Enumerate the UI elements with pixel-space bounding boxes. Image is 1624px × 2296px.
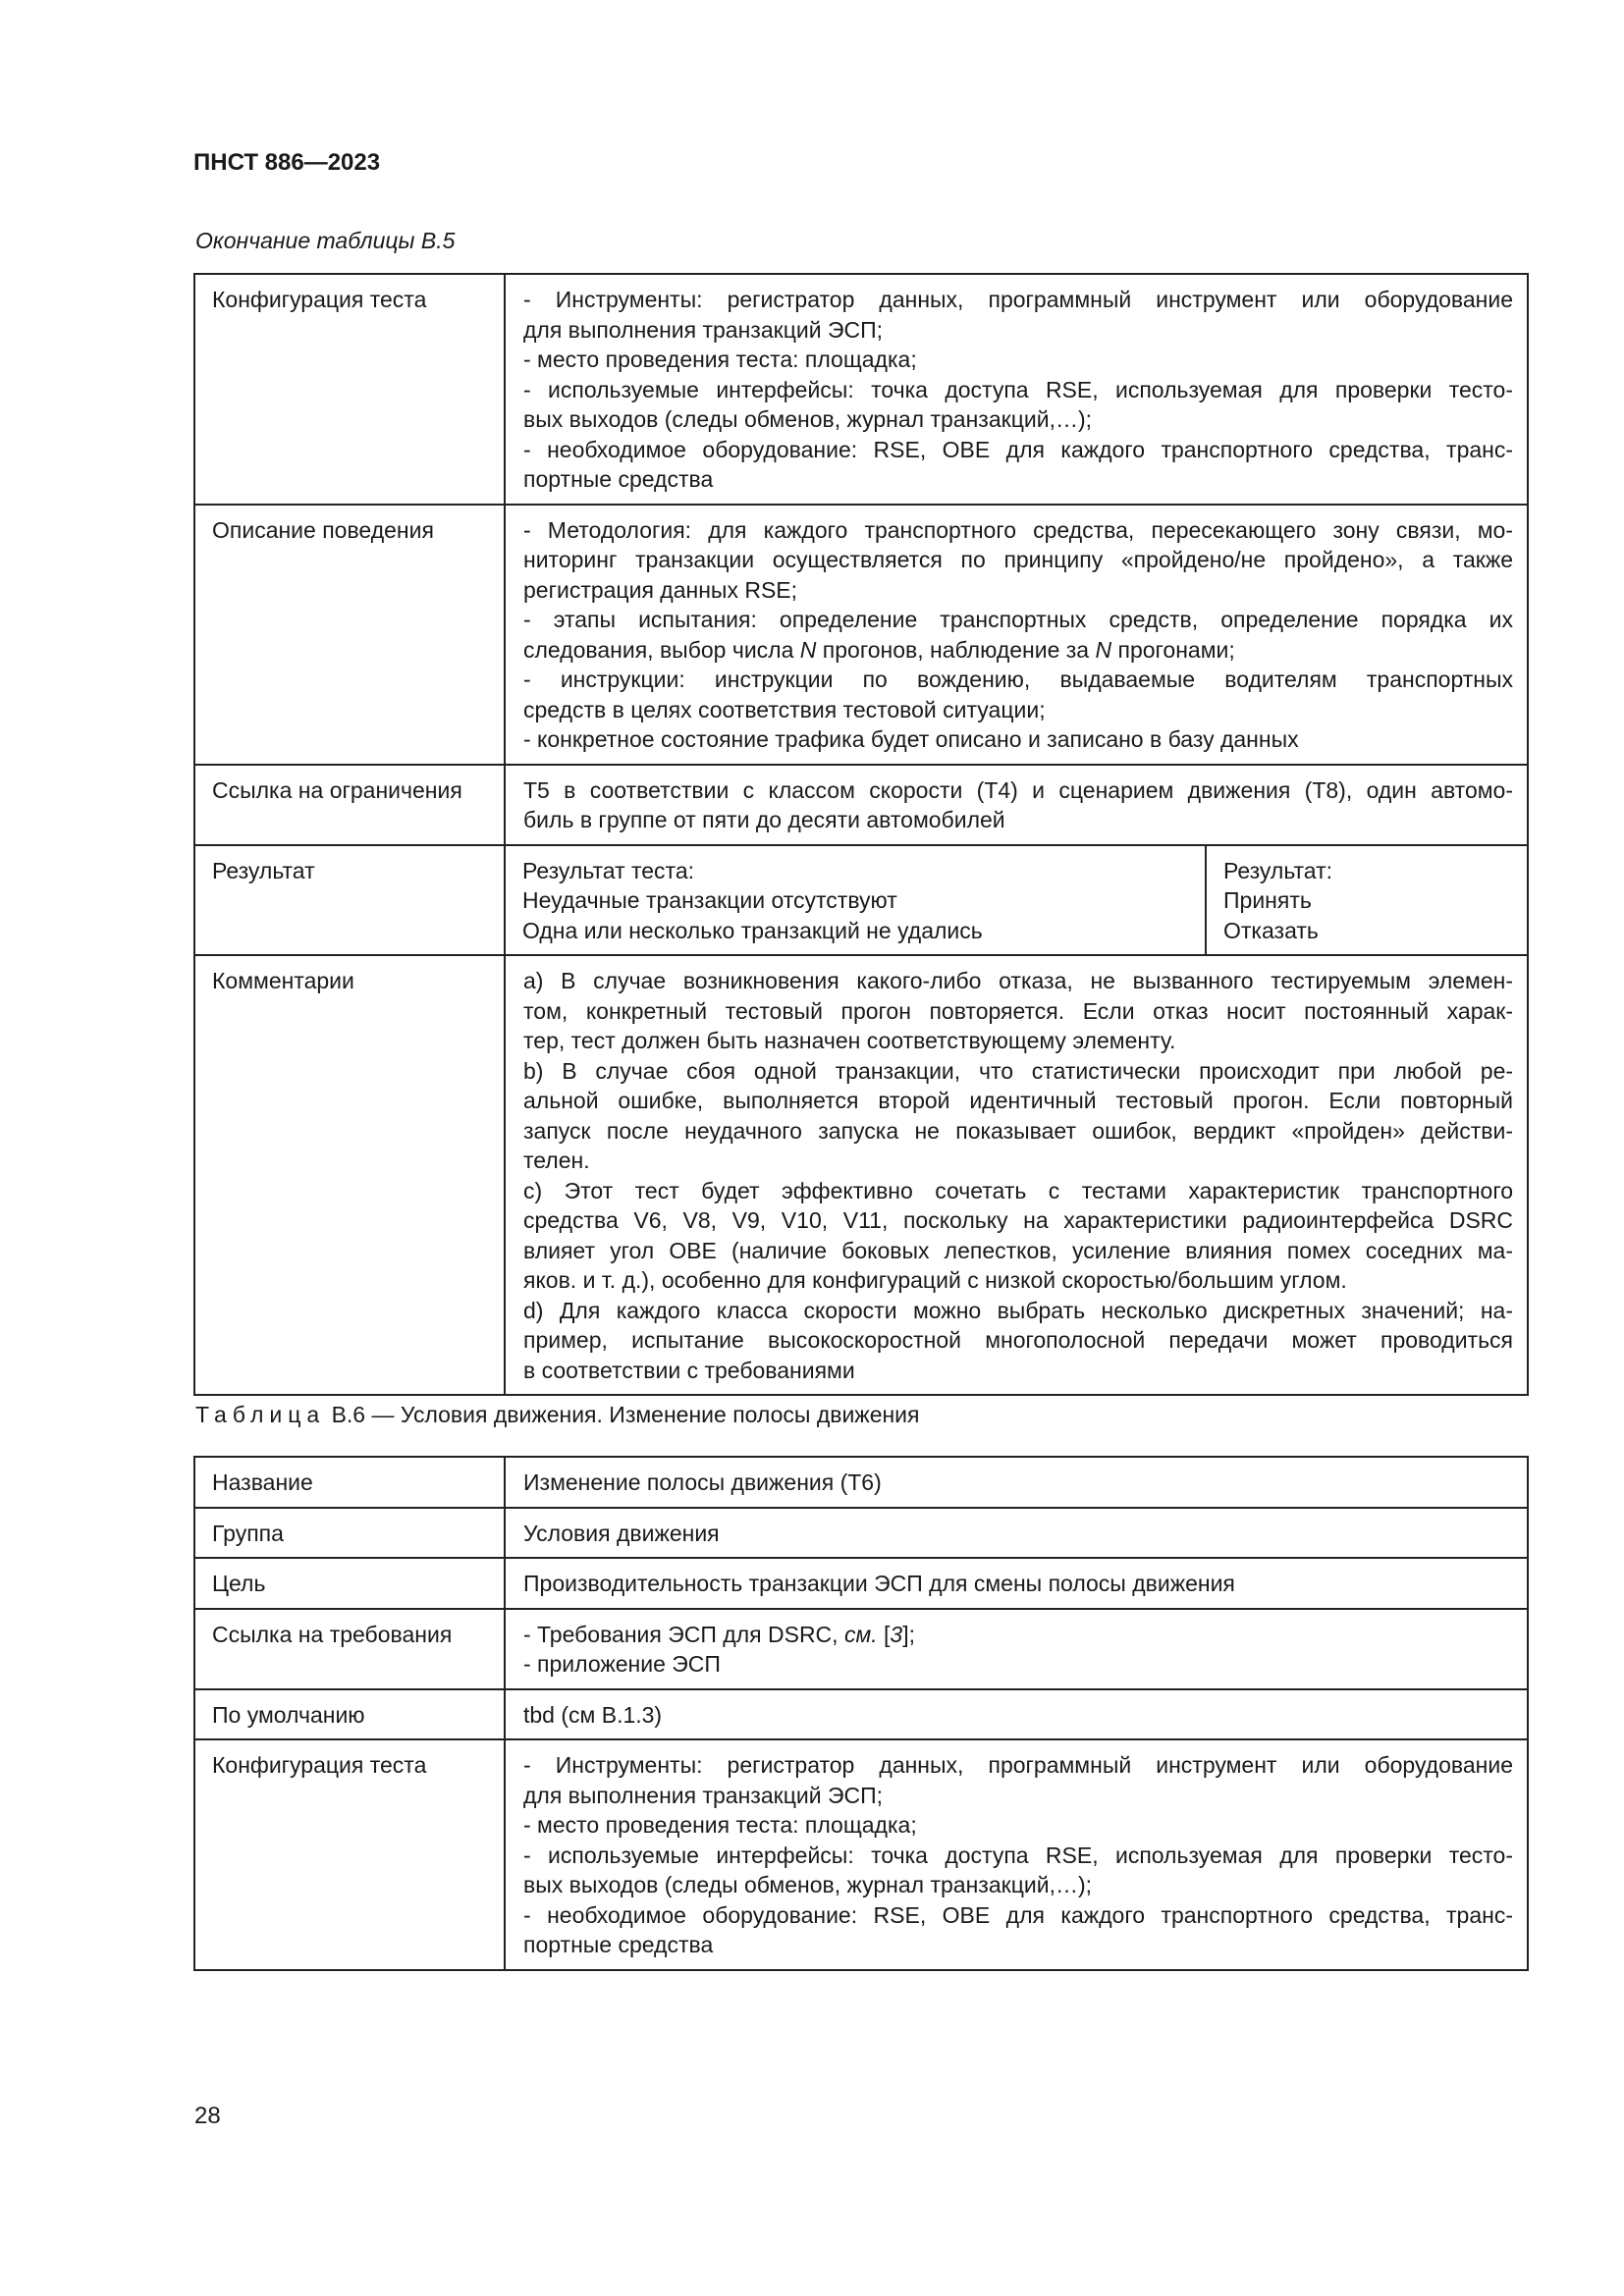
row-content: [505, 274, 1528, 505]
row-label: Комментарии: [194, 955, 505, 1395]
table-row: [194, 1457, 1528, 1508]
cell-text-line: tbd (см В.1.3): [523, 1701, 663, 1728]
cell-text-line: телен.: [523, 1148, 590, 1173]
cell-text-line: в соответствии с требованиями: [523, 1357, 855, 1383]
row-label: Цель: [194, 1558, 505, 1609]
cell-text-line: Одна или несколько транзакций не удались: [522, 917, 983, 943]
row-label: Ссылка на требования: [194, 1609, 505, 1689]
row-content: [505, 1689, 1528, 1740]
table-b6-caption: [195, 1402, 920, 1428]
cell-text-line: запуск после неудачного запуска не показывает ошибок, вердикт «пройден» действи-: [523, 1117, 1514, 1144]
cell-text-line: влияет угол OBE (наличие боковых лепестков, усиление влияния помех соседних ма-: [523, 1237, 1514, 1263]
table-row: [194, 1609, 1528, 1689]
row-label: По умолчанию: [194, 1689, 505, 1740]
cell-text-line: Изменение полосы движения (Т6): [523, 1469, 882, 1495]
cell-text-line: для выполнения транзакций ЭСП;: [523, 1782, 884, 1808]
cell-text-line: вых выходов (следы обменов, журнал транзакций,…);: [523, 406, 1093, 432]
cell-text-line: том, конкретный тестовый прогон повторяется. Если отказ носит постоянный харак-: [523, 997, 1514, 1024]
cell-text-line: - место проведения теста: площадка;: [523, 347, 917, 372]
cell-text-line: - Требования ЭСП для DSRC, см. [3];: [523, 1621, 915, 1647]
table-row: [194, 765, 1528, 845]
test-result-cell: [505, 845, 1206, 956]
row-content: [505, 1558, 1528, 1609]
table-b6-caption-title: В.6 — Условия движения. Изменение полосы движения: [331, 1402, 920, 1427]
row-label: Название: [194, 1457, 505, 1508]
row-label: Группа: [194, 1508, 505, 1559]
row-content: [505, 1739, 1528, 1970]
cell-text-line: для выполнения транзакций ЭСП;: [523, 316, 884, 343]
cell-text-line: тер, тест должен быть назначен соответствующему элементу.: [523, 1028, 1176, 1053]
cell-text-line: - конкретное состояние трафика будет описано и записано в базу данных: [523, 726, 1299, 752]
cell-text-line: b) В случае сбоя одной транзакции, что статистически происходит при любой ре-: [523, 1057, 1514, 1084]
cell-text-line: яков. и т. д.), особенно для конфигураций с низкой скоростью/большим углом.: [523, 1267, 1347, 1293]
table-row-comments: [194, 955, 1528, 1395]
cell-text-line: Условия движения: [523, 1520, 720, 1546]
row-label: Результат: [194, 845, 505, 956]
table-row: [194, 1689, 1528, 1740]
row-label: Ссылка на ограничения: [194, 765, 505, 845]
cell-text-line: d) Для каждого класса скорости можно выбрать несколько дискретных значений; на-: [523, 1297, 1514, 1323]
row-content: [505, 765, 1528, 845]
table-row: [194, 274, 1528, 505]
cell-text-line: вых выходов (следы обменов, журнал транзакций,…);: [523, 1872, 1093, 1897]
row-content: [505, 505, 1528, 765]
table-b5: [193, 273, 1529, 1396]
table-row: [194, 1558, 1528, 1609]
cell-text-line: альной ошибке, выполняется второй идентичный тестовый прогон. Если повторный: [523, 1088, 1514, 1113]
row-label: Конфигурация теста: [194, 1739, 505, 1970]
cell-text-line: Производительность транзакции ЭСП для смены полосы движения: [523, 1571, 1235, 1596]
cell-text-line: Результат теста:: [522, 857, 695, 883]
cell-text-line: - используемые интерфейсы: точка доступа RSE, используемая для проверки тесто-: [523, 1842, 1513, 1868]
row-content: [505, 1609, 1528, 1689]
cell-text-line: пример, испытание высокоскоростной многополосной передачи может проводиться: [523, 1327, 1514, 1353]
cell-text-line: Неудачные транзакции отсутствуют: [522, 887, 897, 913]
cell-text-line: a) В случае возникновения какого-либо отказа, не вызванного тестируемым элемен-: [523, 968, 1514, 993]
table-row: [194, 1739, 1528, 1970]
row-content: [505, 1457, 1528, 1508]
table-b5-caption: Окончание таблицы В.5: [195, 228, 456, 253]
row-label: Описание поведения: [194, 505, 505, 765]
table-row-result: [194, 845, 1528, 956]
cell-text-line: - инструкции: инструкции по вождению, выдаваемые водителям транспортных: [523, 667, 1514, 692]
cell-text-line: регистрация данных RSE;: [523, 576, 798, 603]
row-content: [505, 1508, 1528, 1559]
row-content: [505, 955, 1528, 1395]
cell-text-line: - необходимое оборудование: RSE, OBE для каждого транспортного средства, транс-: [523, 1901, 1513, 1928]
cell-text-line: - приложение ЭСП: [523, 1651, 721, 1677]
cell-text-line: Принять: [1223, 887, 1312, 913]
cell-text-line: средства V6, V8, V9, V10, V11, поскольку на характеристики радиоинтерфейса DSRC: [523, 1207, 1514, 1233]
table-row: [194, 505, 1528, 765]
cell-text-line: Т5 в соответствии с классом скорости (Т4) и сценарием движения (Т8), один автомо-: [523, 776, 1514, 803]
cell-text-line: - Инструменты: регистратор данных, программный инструмент или оборудование: [523, 287, 1514, 312]
cell-text-line: - используемые интерфейсы: точка доступа RSE, используемая для проверки тесто-: [523, 376, 1514, 402]
cell-text-line: c) Этот тест будет эффективно сочетать с тестами характеристик транспортного: [523, 1177, 1514, 1203]
cell-text-line: Результат:: [1223, 857, 1332, 883]
cell-text-line: - Методология: для каждого транспортного средства, пересекающего зону связи, мо-: [523, 516, 1514, 543]
cell-text-line: - этапы испытания: определение транспортных средств, определение порядка их: [523, 607, 1514, 632]
cell-text-line: - место проведения теста: площадка;: [523, 1812, 917, 1838]
cell-text-line: портные средства: [523, 1932, 714, 1957]
table-row: [194, 1508, 1528, 1559]
cell-text-line: портные средства: [523, 466, 714, 492]
row-label: Конфигурация теста: [194, 274, 505, 505]
table-b6-caption-prefix: Таблица: [195, 1402, 326, 1427]
cell-text-line: - Инструменты: регистратор данных, программный инструмент или оборудование: [523, 1752, 1513, 1778]
cell-text-line: - необходимое оборудование: RSE, OBE для каждого транспортного средства, транс-: [523, 436, 1514, 462]
cell-text-line: следования, выбор числа N прогонов, наблюдение за N прогонами;: [523, 636, 1235, 663]
table-b6: [193, 1456, 1529, 1971]
document-code: ПНСТ 886—2023: [193, 149, 381, 176]
cell-text-line: средств в целях соответствия тестовой ситуации;: [523, 696, 1046, 722]
cell-text-line: биль в группе от пяти до десяти автомобилей: [523, 807, 1005, 832]
page-number: 28: [194, 2103, 221, 2129]
cell-text-line: ниторинг транзакции осуществляется по принципу «пройдено/не пройдено», а также: [523, 547, 1514, 572]
cell-text-line: Отказать: [1223, 917, 1319, 943]
verdict-cell: [1206, 845, 1528, 956]
